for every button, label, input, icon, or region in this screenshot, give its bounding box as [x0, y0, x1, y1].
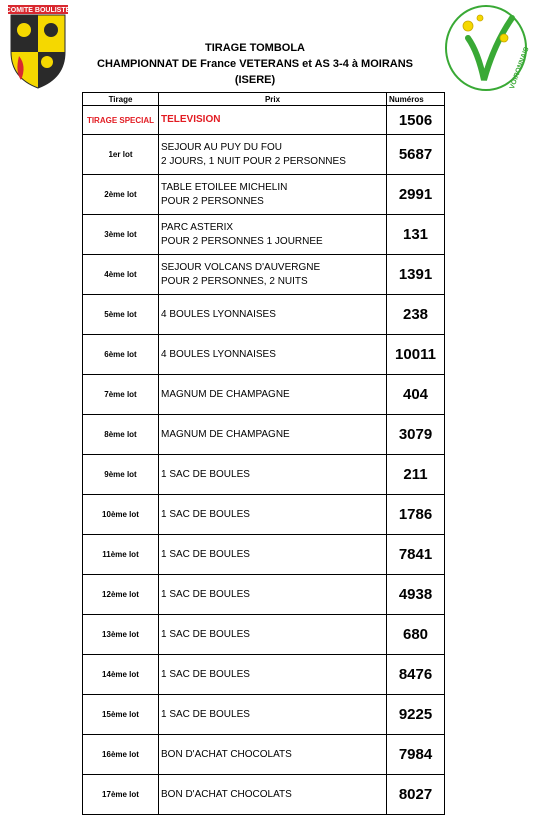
- table-row: [83, 135, 445, 175]
- logo-right-text: VOIRONNAIS: [508, 46, 531, 91]
- prix-line: 4 BOULES LYONNAISES: [161, 348, 276, 360]
- title-line-1: TIRAGE TOMBOLA: [204, 42, 305, 54]
- prix-line: 1 SAC DE BOULES: [161, 708, 250, 720]
- table-row: [83, 175, 445, 215]
- prix-line: SEJOUR VOLCANS D'AUVERGNE: [161, 261, 321, 273]
- tirage-cell: 8ème lot: [83, 415, 159, 455]
- numero-cell: 131: [387, 215, 445, 255]
- prix-line: 4 BOULES LYONNAISES: [161, 308, 276, 320]
- prix-cell: [159, 615, 387, 655]
- numero-cell: 3079: [387, 415, 445, 455]
- table-row: [83, 215, 445, 255]
- numero-cell: 5687: [387, 135, 445, 175]
- table-row: [83, 575, 445, 615]
- table-row: [83, 655, 445, 695]
- prix-cell: [159, 175, 387, 215]
- prix-line: POUR 2 PERSONNES, 2 NUITS: [161, 275, 308, 287]
- prix-cell: [159, 535, 387, 575]
- title-line-2: CHAMPIONNAT DE France VETERANS et AS 3-4 à MOIRANS: [97, 58, 413, 70]
- numero-cell: 404: [387, 375, 445, 415]
- tirage-cell: 16ème lot: [83, 735, 159, 775]
- prix-line: 1 SAC DE BOULES: [161, 628, 250, 640]
- prix-cell: [159, 735, 387, 775]
- prix-cell: [159, 575, 387, 615]
- numero-cell: 8027: [387, 775, 445, 815]
- table-row: [83, 695, 445, 735]
- column-header-numeros: Numéros: [387, 93, 445, 106]
- logo-left-text: COMITE BOULISTE: [5, 7, 71, 14]
- tirage-cell: 7ème lot: [83, 375, 159, 415]
- prix-cell: [159, 495, 387, 535]
- prix-line: 1 SAC DE BOULES: [161, 468, 250, 480]
- numero-cell: 7984: [387, 735, 445, 775]
- prix-line: BON D'ACHAT CHOCOLATS: [161, 788, 292, 800]
- numero-cell: 4938: [387, 575, 445, 615]
- tirage-cell: 3ème lot: [83, 215, 159, 255]
- tirage-cell: 9ème lot: [83, 455, 159, 495]
- tirage-cell: 10ème lot: [83, 495, 159, 535]
- numero-cell: 238: [387, 295, 445, 335]
- prix-cell: [159, 455, 387, 495]
- prix-line: TABLE ETOILEE MICHELIN: [161, 181, 288, 193]
- voironnais-logo: [444, 4, 531, 92]
- prix-cell: [159, 775, 387, 815]
- tirage-cell: 1er lot: [83, 135, 159, 175]
- prix-line: TELEVISION: [161, 114, 221, 125]
- prix-line: MAGNUM DE CHAMPAGNE: [161, 428, 290, 440]
- table-row: [83, 735, 445, 775]
- comite-bouliste-logo: [7, 4, 69, 90]
- tirage-cell: 2ème lot: [83, 175, 159, 215]
- prix-cell: [159, 695, 387, 735]
- tirage-cell: 5ème lot: [83, 295, 159, 335]
- tirage-cell: 15ème lot: [83, 695, 159, 735]
- table-row-special: [83, 106, 445, 135]
- tirage-cell: 14ème lot: [83, 655, 159, 695]
- table-row: [83, 495, 445, 535]
- prix-line: PARC ASTERIX: [161, 221, 234, 233]
- table-row: [83, 775, 445, 815]
- numero-cell: 1391: [387, 255, 445, 295]
- numero-cell: 7841: [387, 535, 445, 575]
- tombola-results-table: [82, 92, 445, 815]
- prix-cell: [159, 655, 387, 695]
- prix-line: 2 JOURS, 1 NUIT POUR 2 PERSONNES: [161, 155, 346, 167]
- numero-cell: 2991: [387, 175, 445, 215]
- prix-cell: [159, 255, 387, 295]
- prix-line: POUR 2 PERSONNES: [161, 195, 264, 207]
- numero-cell: 1506: [387, 106, 445, 135]
- tirage-cell: 17ème lot: [83, 775, 159, 815]
- prix-cell: [159, 135, 387, 175]
- numero-cell: 680: [387, 615, 445, 655]
- table-header-row: [83, 93, 445, 106]
- numero-cell: 8476: [387, 655, 445, 695]
- column-header-prix: Prix: [159, 93, 387, 106]
- prix-cell: [159, 335, 387, 375]
- prix-line: 1 SAC DE BOULES: [161, 548, 250, 560]
- tirage-cell: 12ème lot: [83, 575, 159, 615]
- prix-line: BON D'ACHAT CHOCOLATS: [161, 748, 292, 760]
- numero-cell: 9225: [387, 695, 445, 735]
- tirage-cell: 13ème lot: [83, 615, 159, 655]
- prix-line: POUR 2 PERSONNES 1 JOURNEE: [161, 235, 323, 247]
- column-header-tirage: Tirage: [83, 93, 159, 106]
- table-row: [83, 375, 445, 415]
- numero-cell: 1786: [387, 495, 445, 535]
- prix-line: 1 SAC DE BOULES: [161, 668, 250, 680]
- table-row: [83, 455, 445, 495]
- table-row: [83, 535, 445, 575]
- table-row: [83, 295, 445, 335]
- title-line-3: (ISERE): [234, 74, 276, 86]
- numero-cell: 211: [387, 455, 445, 495]
- prix-cell: [159, 375, 387, 415]
- tirage-cell: 4ème lot: [83, 255, 159, 295]
- tirage-cell: 6ème lot: [83, 335, 159, 375]
- tirage-cell: 11ème lot: [83, 535, 159, 575]
- table-row: [83, 415, 445, 455]
- prix-cell: [159, 295, 387, 335]
- table-row: [83, 255, 445, 295]
- prix-line: MAGNUM DE CHAMPAGNE: [161, 388, 290, 400]
- numero-cell: 10011: [387, 335, 445, 375]
- table-row: [83, 615, 445, 655]
- prix-line: SEJOUR AU PUY DU FOU: [161, 141, 282, 153]
- table-row: [83, 335, 445, 375]
- tirage-cell: TIRAGE SPECIAL: [83, 106, 159, 135]
- prix-line: 1 SAC DE BOULES: [161, 588, 250, 600]
- prix-cell: [159, 215, 387, 255]
- prix-cell: [159, 106, 387, 135]
- prix-line: 1 SAC DE BOULES: [161, 508, 250, 520]
- prix-cell: [159, 415, 387, 455]
